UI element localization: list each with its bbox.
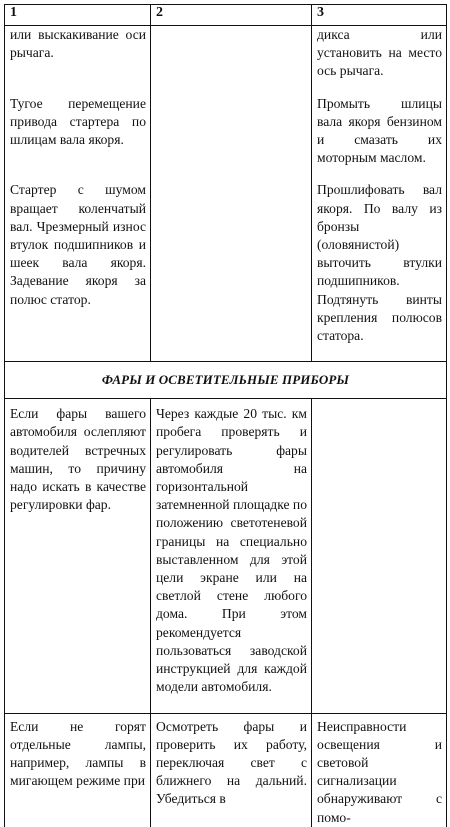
procedure-cell [151,26,312,81]
malfunction-cell: Стартер с шумом вращает коленчатый вал. Чрезмерный износ втулок подшипников и шеек вала якоря. Задевание якоря за полюс статор. [5,167,151,361]
procedure-cell [151,81,312,168]
malfunction-cell: Тугое перемещение привода стартера по шлицам вала якоря. [5,81,151,168]
malfunction-cell: Если фары вашего автомобиля ослепляют водителей встречных машин, то причину надо искать в качестве регулировки фар. [5,399,151,713]
remedy-cell: Неисправности освещения и световой сигнализации обнаруживают с помо- [312,713,447,827]
column-header-2: 2 [151,5,312,26]
table-row [5,399,447,713]
table-row [5,713,447,827]
column-header-1: 1 [5,5,151,26]
table-row [5,167,447,361]
section-title: ФАРЫ И ОСВЕТИТЕЛЬНЫЕ ПРИБОРЫ [5,362,447,399]
malfunction-cell: или выскакивание оси рычага. [5,26,151,81]
procedure-cell [151,167,312,361]
malfunction-cell: Если не горят отдельные лампы, например, лампы в мигающем режиме при [5,713,151,827]
remedy-cell [312,399,447,713]
procedure-cell: Осмотреть фары и проверить их работу, переключая свет с ближнего на дальний. Убедиться в [151,713,312,827]
procedure-cell: Через каждые 20 тыс. км пробега проверять и регулировать фары автомобиля на горизонтальной затемненной площадке по положению светотеневой границы на специально выставленном для этой цели экране или на светлой стене любого дома. При этом рекомендуется пользоваться заводской инструкцией для каждой модели автомобиля. [151,399,312,713]
remedy-cell: Прошлифовать вал якоря. По валу из бронзы (оловянистой) выточить втулки подшипников. Подтянуть винты крепления полюсов статора. [312,167,447,361]
column-header-3: 3 [312,5,447,26]
section-heading-row [5,362,447,399]
remedy-cell: дикса или установить на место ось рычага. [312,26,447,81]
table-header-row [5,5,447,26]
remedy-cell: Промыть шлицы вала якоря бензином и смазать их моторным маслом. [312,81,447,168]
troubleshooting-table [4,4,447,827]
table-row [5,26,447,81]
table-row [5,81,447,168]
